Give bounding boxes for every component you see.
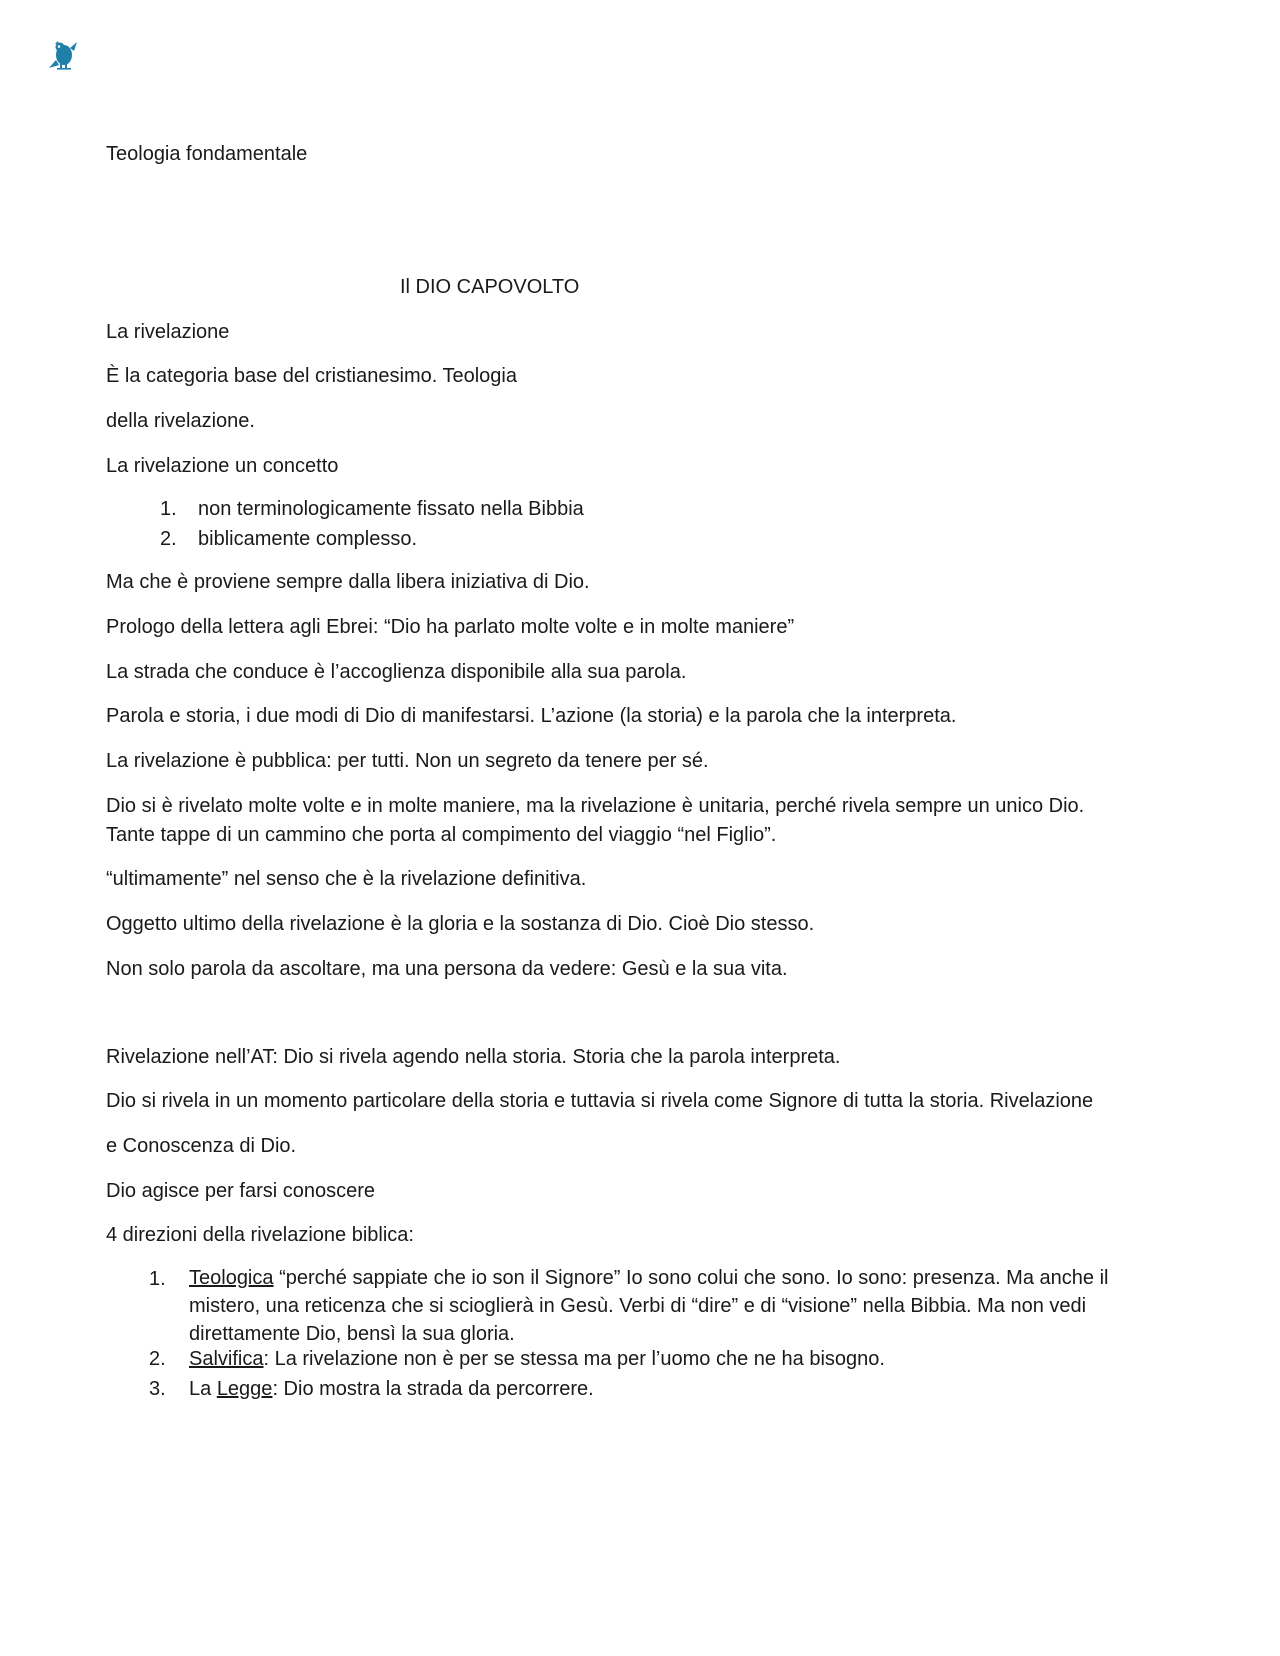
paragraph: È la categoria base del cristianesimo. Teologia xyxy=(106,365,517,387)
paragraph: Ma che è proviene sempre dalla libera iniziativa di Dio. xyxy=(106,571,590,593)
list-item xyxy=(149,1264,1149,1348)
paragraph: Prologo della lettera agli Ebrei: “Dio ha parlato molte volte e in molte maniere” xyxy=(106,616,795,638)
paragraph: La strada che conduce è l’accoglienza disponibile alla sua parola. xyxy=(106,661,687,683)
list-number: 1. xyxy=(160,498,177,520)
list-text: Teologica “perché sappiate che io son il Signore” Io sono colui che sono. Io sono: presenza. Ma anche il mistero, una reticenza che si scioglierà in Gesù. Verbi di “dire” e di “visione” nella Bibbia. Ma non vedi direttamente Dio, bensì la sua gloria. xyxy=(189,1267,1109,1345)
paragraph: Dio si è rivelato molte volte e in molte maniere, ma la rivelazione è unitaria, perché rivela sempre un unico Dio. xyxy=(106,795,1085,817)
owl-icon xyxy=(46,38,80,72)
paragraph: 4 direzioni della rivelazione biblica: xyxy=(106,1224,414,1246)
paragraph: Rivelazione nell’AT: Dio si rivela agendo nella storia. Storia che la parola interpreta. xyxy=(106,1046,841,1068)
list-term: Teologica xyxy=(189,1267,274,1289)
list-number: 2. xyxy=(160,528,177,550)
list-text: La Legge: Dio mostra la strada da percorrere. xyxy=(189,1378,594,1400)
document-title: Il DIO CAPOVOLTO xyxy=(400,276,580,298)
list-number: 3. xyxy=(149,1378,166,1400)
list-term: Legge xyxy=(216,1378,273,1400)
list-number: 1. xyxy=(149,1268,166,1290)
list-term: Salvifica xyxy=(189,1348,264,1370)
list-number: 2. xyxy=(149,1348,166,1370)
list-text: biblicamente complesso. xyxy=(198,528,417,550)
paragraph: della rivelazione. xyxy=(106,410,255,432)
section-heading: La rivelazione xyxy=(106,321,230,343)
paragraph: “ultimamente” nel senso che è la rivelazione definitiva. xyxy=(106,868,587,890)
paragraph: Oggetto ultimo della rivelazione è la gloria e la sostanza di Dio. Cioè Dio stesso. xyxy=(106,913,815,935)
document-subject: Teologia fondamentale xyxy=(106,143,308,165)
list-text: non terminologicamente fissato nella Bibbia xyxy=(198,498,584,520)
paragraph: Tante tappe di un cammino che porta al compimento del viaggio “nel Figlio”. xyxy=(106,824,777,846)
paragraph: Parola e storia, i due modi di Dio di manifestarsi. L’azione (la storia) e la parola che la interpreta. xyxy=(106,705,957,727)
paragraph: La rivelazione è pubblica: per tutti. Non un segreto da tenere per sé. xyxy=(106,750,709,772)
paragraph: Dio si rivela in un momento particolare della storia e tuttavia si rivela come Signore di tutta la storia. Rivelazione xyxy=(106,1090,1094,1112)
paragraph: La rivelazione un concetto xyxy=(106,455,339,477)
paragraph: Non solo parola da ascoltare, ma una persona da vedere: Gesù e la sua vita. xyxy=(106,958,788,980)
paragraph: e Conoscenza di Dio. xyxy=(106,1135,297,1157)
list-text: Salvifica: La rivelazione non è per se stessa ma per l’uomo che ne ha bisogno. xyxy=(189,1348,885,1370)
paragraph: Dio agisce per farsi conoscere xyxy=(106,1180,376,1202)
